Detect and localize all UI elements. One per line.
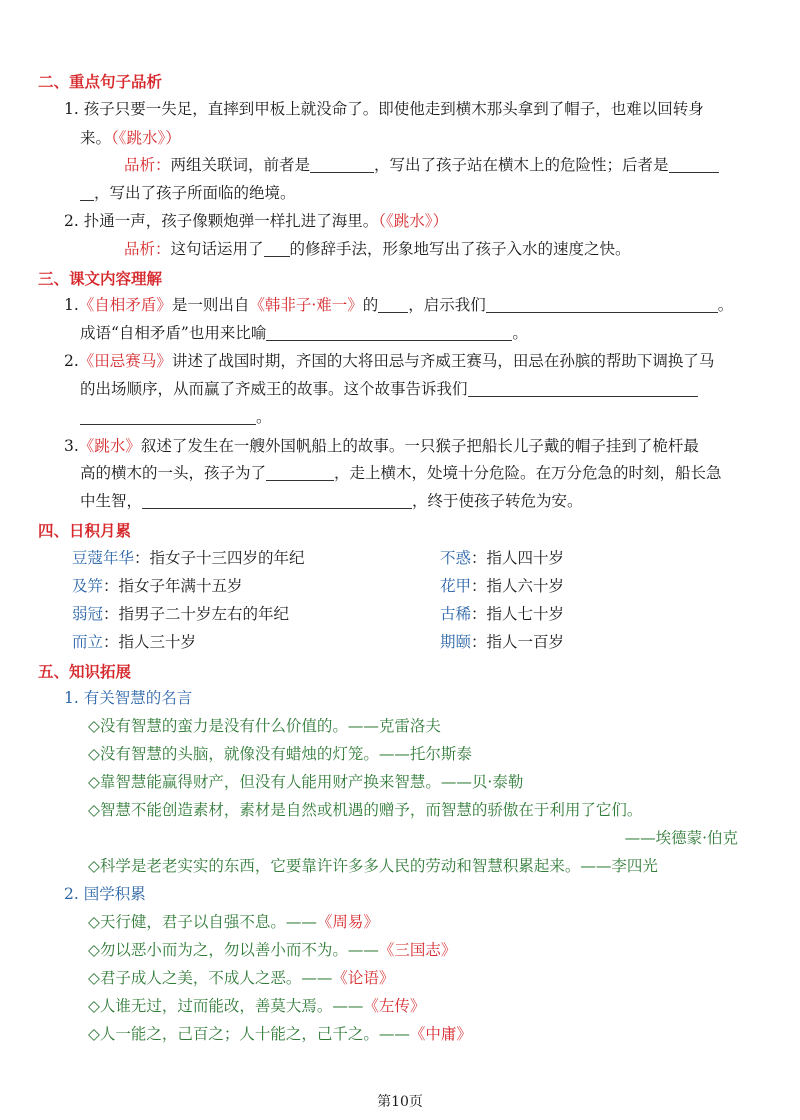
item-text: 中生智， bbox=[80, 492, 143, 510]
item-text: 是一则出自 bbox=[171, 296, 250, 314]
idiom-entry bbox=[72, 576, 243, 596]
s3-item-2-cont bbox=[80, 379, 698, 399]
s3-item-3 bbox=[64, 436, 699, 456]
analysis-text-a: 两组关联词，前者是 bbox=[170, 156, 311, 174]
idiom-desc: ：指人六十岁 bbox=[471, 577, 565, 595]
classic-quote bbox=[88, 912, 379, 932]
item-text: ，启示我们 bbox=[408, 296, 486, 314]
item-text: 讲述了战国时期，齐国的大将田忌与齐威王赛马，田忌在孙膑的帮助下调换了马 bbox=[171, 352, 715, 370]
wisdom-quote: ◇科学是老老实实的东西，它要靠许许多多人民的劳动和智慧积累起来。——李四光 bbox=[88, 857, 658, 875]
classic-quote-text: ◇人谁无过，过而能改，善莫大焉。—— bbox=[88, 997, 364, 1015]
analysis-text-a: 这句话运用了 bbox=[170, 240, 264, 258]
text-title: 《田忌赛马》 bbox=[78, 352, 172, 370]
classic-quote-text: ◇天行健，君子以自强不息。—— bbox=[88, 913, 317, 931]
s3-item-1-cont bbox=[80, 323, 528, 343]
idiom-desc: ：指人四十岁 bbox=[471, 549, 565, 567]
classic-quote-source: 《论语》 bbox=[332, 969, 395, 987]
idiom-term: 期颐 bbox=[440, 633, 472, 651]
idiom-desc: ：指人一百岁 bbox=[471, 633, 565, 651]
analysis-label: 品析： bbox=[124, 240, 171, 258]
answer-blank[interactable] bbox=[80, 184, 94, 201]
idiom-entry bbox=[440, 576, 564, 596]
item-number: 2. bbox=[64, 352, 79, 370]
idiom-term: 而立 bbox=[72, 633, 104, 651]
item-text: 。 bbox=[256, 408, 272, 426]
item-text: ，走上横木，处境十分危险。在万分危急的时刻，船长急 bbox=[334, 464, 722, 482]
section-3-title: 三、课文内容理解 bbox=[38, 270, 163, 288]
analysis-text-b: 的修辞手法，形象地写出了孩子入水的速度之快。 bbox=[289, 240, 631, 258]
idiom-desc: ：指男子二十岁左右的年纪 bbox=[103, 605, 290, 623]
wisdom-quote-author: ——埃德蒙·伯克 bbox=[624, 829, 738, 847]
classic-quote bbox=[88, 996, 425, 1016]
answer-blank[interactable] bbox=[310, 156, 374, 173]
section-4-title: 四、日积月累 bbox=[38, 522, 132, 540]
item-text: 的 bbox=[362, 296, 379, 314]
idiom-desc: ：指人三十岁 bbox=[103, 633, 197, 651]
item-text: 叙述了发生在一艘外国帆船上的故事。一只猴子把船长儿子戴的帽子挂到了桅杆最 bbox=[140, 437, 699, 455]
item-text: 成语“自相矛盾”也用来比喻 bbox=[80, 324, 267, 342]
wisdom-quote: ◇靠智慧能赢得财产，但没有人能用财产换来智慧。——贝·泰勒 bbox=[88, 773, 524, 791]
item-text: 高的横木的一头，孩子为了 bbox=[80, 464, 267, 482]
s2-analysis-1 bbox=[124, 155, 719, 175]
item-number: 3. bbox=[64, 437, 79, 455]
s2-sentence-1-source: （《跳水》） bbox=[111, 129, 181, 147]
analysis-text-c: ，写出了孩子所面临的绝境。 bbox=[94, 184, 296, 202]
idiom-term: 弱冠 bbox=[72, 605, 104, 623]
idiom-term: 及笄 bbox=[72, 577, 104, 595]
classic-quote-source: 《左传》 bbox=[363, 997, 426, 1015]
text-title: 《跳水》 bbox=[78, 437, 141, 455]
section-5-title: 五、知识拓展 bbox=[38, 663, 132, 681]
idiom-term: 花甲 bbox=[440, 577, 472, 595]
classic-quote-source: 《中庸》 bbox=[409, 1025, 472, 1043]
text-title: 《自相矛盾》 bbox=[78, 296, 172, 314]
answer-blank[interactable] bbox=[266, 464, 334, 481]
s2-analysis-1-cont bbox=[80, 183, 296, 203]
wisdom-quote: ◇没有智慧的头脑，就像没有蜡烛的灯笼。——托尔斯泰 bbox=[88, 745, 472, 763]
idiom-term: 不惑 bbox=[440, 549, 472, 567]
idiom-desc: ：指女子十三四岁的年纪 bbox=[134, 549, 305, 567]
s5-subheading-classics: 2. 国学积累 bbox=[64, 885, 146, 903]
answer-blank[interactable] bbox=[669, 156, 719, 173]
idiom-desc: ：指人七十岁 bbox=[471, 605, 565, 623]
analysis-label: 品析： bbox=[124, 156, 171, 174]
wisdom-quote: ◇智慧不能创造素材，素材是自然或机遇的赠予，而智慧的骄傲在于利用了它们。 bbox=[88, 801, 643, 819]
item-number: 1. bbox=[64, 296, 79, 314]
classic-quote bbox=[88, 940, 456, 960]
classic-quote-text: ◇君子成人之美，不成人之恶。—— bbox=[88, 969, 333, 987]
s2-analysis-2 bbox=[124, 239, 631, 259]
s2-sentence-1 bbox=[64, 99, 704, 119]
s5-subheading-quotes: 1. 有关智慧的名言 bbox=[64, 689, 193, 707]
item-text: ，终于使孩子转危为安。 bbox=[412, 492, 583, 510]
idiom-desc: ：指女子年满十五岁 bbox=[103, 577, 243, 595]
text-source: 《韩非子·难一》 bbox=[249, 296, 363, 314]
classic-quote-source: 《周易》 bbox=[316, 913, 379, 931]
classic-quote-text: ◇勿以恶小而为之，勿以善小而不为。—— bbox=[88, 941, 379, 959]
section-2-title: 二、重点句子品析 bbox=[38, 73, 163, 91]
s2-sentence-1-tail: 来。 bbox=[80, 129, 112, 147]
item-text: 的出场顺序，从而赢了齐威王的故事。这个故事告诉我们 bbox=[80, 380, 468, 398]
answer-blank[interactable] bbox=[468, 380, 698, 397]
s2-sentence-2-source: （《跳水》） bbox=[378, 212, 448, 230]
classic-quote-source: 《三国志》 bbox=[378, 941, 457, 959]
wisdom-quote: ◇没有智慧的蛮力是没有什么价值的。——克雷洛夫 bbox=[88, 717, 441, 735]
answer-blank[interactable] bbox=[80, 408, 256, 425]
idiom-entry bbox=[440, 604, 564, 624]
s2-sentence-1-text: 1. 孩子只要一失足，直摔到甲板上就没命了。即使他走到横木那头拿到了帽子，也难以回转身 bbox=[64, 100, 704, 118]
classic-quote-text: ◇人一能之，己百之；人十能之，己千之。—— bbox=[88, 1025, 410, 1043]
answer-blank[interactable] bbox=[486, 296, 718, 313]
classic-quote bbox=[88, 1024, 472, 1044]
idiom-entry bbox=[440, 548, 564, 568]
s3-item-2 bbox=[64, 351, 714, 371]
page-number: 第10页 bbox=[377, 1094, 423, 1110]
classic-quote bbox=[88, 968, 394, 988]
item-text: 。 bbox=[512, 324, 528, 342]
idiom-entry bbox=[440, 632, 564, 652]
s3-item-3-cont2 bbox=[80, 491, 583, 511]
answer-blank[interactable] bbox=[142, 492, 412, 509]
s3-item-3-cont bbox=[80, 463, 722, 483]
answer-blank[interactable] bbox=[378, 296, 408, 313]
s2-sentence-1-cont bbox=[80, 128, 181, 148]
s3-item-1 bbox=[64, 295, 733, 315]
item-text: 。 bbox=[717, 296, 734, 314]
answer-blank[interactable] bbox=[266, 324, 512, 341]
s3-item-2-cont2 bbox=[80, 407, 272, 427]
idiom-entry bbox=[72, 548, 305, 568]
analysis-text-b: ，写出了孩子站在横木上的危险性；后者是 bbox=[374, 156, 669, 174]
idiom-term: 古稀 bbox=[440, 605, 472, 623]
s2-sentence-2-text: 2. 扑通一声，孩子像颗炮弹一样扎进了海里。 bbox=[64, 212, 379, 230]
idiom-entry bbox=[72, 632, 196, 652]
idiom-entry bbox=[72, 604, 289, 624]
s2-sentence-2 bbox=[64, 211, 448, 231]
answer-blank[interactable] bbox=[264, 240, 290, 257]
idiom-term: 豆蔻年华 bbox=[72, 549, 135, 567]
